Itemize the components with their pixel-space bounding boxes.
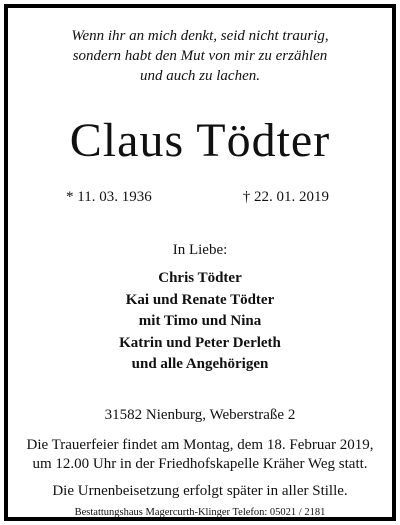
funeral-ceremony-info bbox=[8, 436, 392, 474]
birth-date: * 11. 03. 1936 bbox=[66, 189, 152, 205]
mourner-name: Katrin und Peter Derleth bbox=[119, 334, 281, 351]
ceremony-line: um 12.00 Uhr in der Friedhofskapelle Kräher Weg statt. bbox=[32, 456, 368, 472]
family-address: 31582 Nienburg, Weberstraße 2 bbox=[104, 407, 296, 423]
ceremony-line: Die Trauerfeier findet am Montag, dem 18. Februar 2019, bbox=[26, 437, 374, 453]
mourner-name: und alle Angehörigen bbox=[131, 356, 269, 372]
mourners-intro: In Liebe: bbox=[172, 242, 228, 258]
deceased-name: Claus Tödter bbox=[69, 114, 331, 167]
quote-line: und auch zu lachen. bbox=[140, 68, 260, 84]
urn-burial-note: Die Urnenbeisetzung erfolgt später in aller Stille. bbox=[52, 483, 348, 499]
funeral-home-footer: Bestattungshaus Magercurth-Klinger Telefon: 05021 / 2181 bbox=[74, 507, 326, 518]
memorial-quote bbox=[8, 26, 392, 86]
mourner-name: mit Timo und Nina bbox=[138, 313, 262, 329]
mourners-list bbox=[8, 268, 392, 376]
mourner-name: Kai und Renate Tödter bbox=[125, 291, 275, 308]
death-date: † 22. 01. 2019 bbox=[242, 189, 329, 205]
quote-line: Wenn ihr an mich denkt, seid nicht traurig, bbox=[71, 28, 329, 44]
quote-line: sondern habt den Mut von mir zu erzählen bbox=[72, 48, 328, 64]
mourner-name: Chris Tödter bbox=[158, 270, 242, 286]
obituary-notice bbox=[4, 4, 396, 521]
